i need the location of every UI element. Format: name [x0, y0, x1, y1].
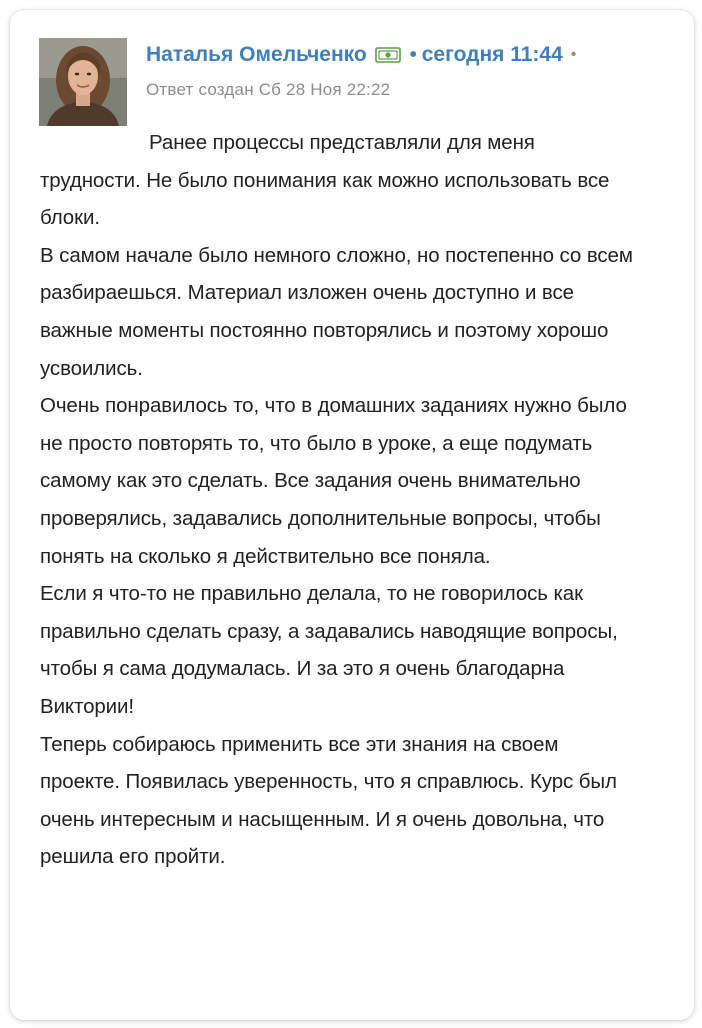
- review-paragraph: Если я что-то не правильно делала, то не говорилось как правильно сделать сразу, а задавались наводящие вопросы, чтобы я сама додумалась. И за это я очень благодарна Виктории!: [40, 582, 618, 718]
- avatar[interactable]: [39, 38, 127, 126]
- review-paragraph: Ранее процессы представляли для меня трудности. Не было понимания как можно использовать все блоки.: [40, 131, 610, 230]
- review-paragraph: В самом начале было немного сложно, но постепенно со всем разбираешься. Материал изложен очень доступно и все важные моменты постоянно повторялись и поэтому хорошо усвоились.: [40, 243, 633, 380]
- timestamp-link[interactable]: сегодня 11:44: [421, 43, 563, 66]
- review-body: [40, 124, 640, 876]
- review-paragraph: Очень понравилось то, что в домашних заданиях нужно было не просто повторять то, что было в уроке, а еще подумать самому как это сделать. Все задания очень внимательно проверялись, задавались дополнительные вопросы, чтобы понять на сколько я действительно все поняла.: [40, 394, 627, 568]
- meta-separator: •: [409, 43, 417, 66]
- author-name-link[interactable]: Наталья Омельченко: [146, 43, 367, 66]
- reply-created-date: Ответ создан Сб 28 Ноя 22:22: [146, 80, 391, 99]
- review-meta-line: [146, 40, 674, 70]
- money-bill-icon: [375, 46, 401, 64]
- review-header: [146, 40, 674, 100]
- meta-trailing-separator: •: [570, 46, 577, 63]
- review-card: [10, 10, 694, 1020]
- review-paragraph: Теперь собираюсь применить все эти знания на своем проекте. Появилась уверенность, что я справлюсь. Курс был очень интересным и насыщенным. И я очень довольна, что решила его пройти.: [40, 732, 617, 869]
- avatar-photo: [39, 38, 127, 126]
